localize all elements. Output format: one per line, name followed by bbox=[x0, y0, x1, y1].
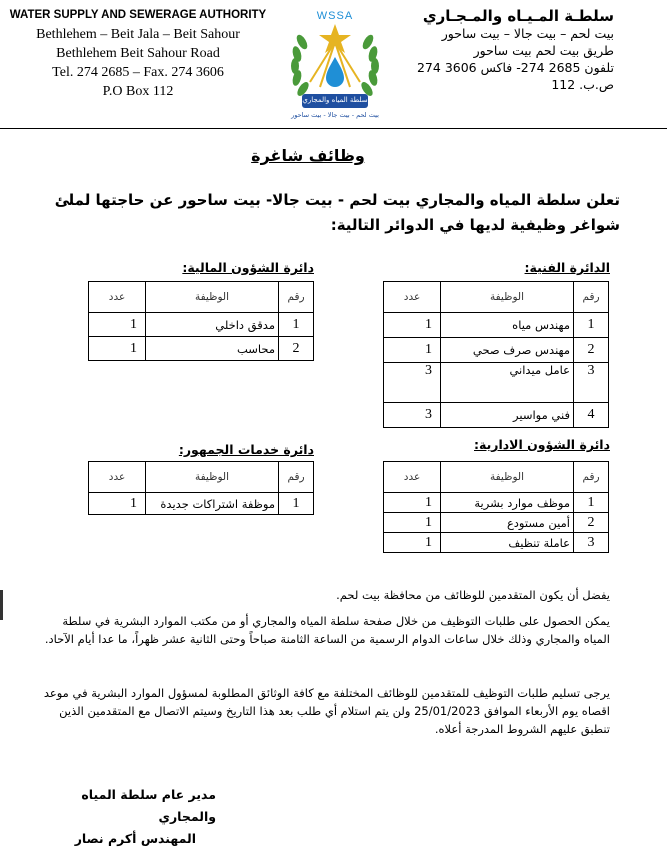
row-num: 2 bbox=[279, 337, 314, 361]
logo-ribbon-text: سلطة المياه والمجاري bbox=[302, 96, 368, 104]
paragraph-submission: يرجى تسليم طلبات التوظيف للمتقدمين للوظائف المختلفة مع كافة الوثائق المطلوبة لمسؤول الموارد البشرية في موعد اقصاه يوم الأربعاء الموافق 25/01/2023 ولن يتم استلام أي طلب بعد هذا التاريخ وسيتم الاتصال مع المتقدمين الذين تنطبق عليهم الشروط المدرجة أعلاه. bbox=[43, 686, 610, 736]
logo-acronym: WSSA bbox=[316, 10, 354, 22]
col-count: عدد bbox=[89, 462, 146, 493]
row-num: 3 bbox=[574, 363, 609, 403]
table-row bbox=[89, 337, 314, 361]
row-count: 1 bbox=[384, 338, 441, 363]
left-edge-marker bbox=[0, 590, 3, 620]
row-count: 1 bbox=[89, 313, 146, 337]
col-job: الوظيفة bbox=[441, 462, 574, 493]
section-technical-title: الدائرة الفنية: bbox=[524, 260, 610, 275]
paragraph-preference: يفضل أن يكون المتقدمين للوظائف من محافظة بيت لحم. bbox=[336, 588, 610, 602]
table-row bbox=[384, 513, 609, 533]
org-phone-en: Tel. 274 2685 – Fax. 274 3606 bbox=[52, 65, 224, 80]
table-row bbox=[384, 338, 609, 363]
row-num: 4 bbox=[574, 403, 609, 428]
row-count: 3 bbox=[384, 403, 441, 428]
table-header-row bbox=[384, 462, 609, 493]
row-num: 2 bbox=[574, 513, 609, 533]
org-pobox-ar: ص.ب. 112 bbox=[551, 77, 614, 92]
section-public-title: دائرة خدمات الجمهور: bbox=[178, 442, 314, 457]
header-english bbox=[8, 6, 268, 101]
row-num: 1 bbox=[279, 493, 314, 515]
row-job: أمين مستودع bbox=[441, 513, 574, 533]
org-cities-ar: بيت لحم – بيت جالا – بيت ساحور bbox=[441, 26, 614, 41]
row-num: 1 bbox=[279, 313, 314, 337]
col-count: عدد bbox=[384, 282, 441, 313]
row-num: 3 bbox=[574, 533, 609, 553]
admin-table bbox=[383, 461, 609, 553]
table-row bbox=[384, 403, 609, 428]
row-count: 1 bbox=[384, 513, 441, 533]
table-row bbox=[384, 533, 609, 553]
col-num: رقم bbox=[574, 282, 609, 313]
section-admin-title: دائرة الشؤون الادارية: bbox=[474, 437, 610, 452]
col-count: عدد bbox=[89, 282, 146, 313]
col-count: عدد bbox=[384, 462, 441, 493]
row-num: 1 bbox=[574, 493, 609, 513]
row-job: مدقق داخلي bbox=[146, 313, 279, 337]
row-job: محاسب bbox=[146, 337, 279, 361]
wssa-logo bbox=[280, 2, 390, 124]
row-job: فني مواسير bbox=[441, 403, 574, 428]
row-count: 1 bbox=[89, 493, 146, 515]
row-job: عامل ميداني bbox=[441, 363, 574, 403]
public-table bbox=[88, 461, 314, 515]
page-title: وظائف شاغرة bbox=[251, 146, 365, 165]
row-count: 3 bbox=[384, 363, 441, 403]
row-job: موظفة اشتراكات جديدة bbox=[146, 493, 279, 515]
col-job: الوظيفة bbox=[146, 462, 279, 493]
col-num: رقم bbox=[574, 462, 609, 493]
row-job: مهندس مياه bbox=[441, 313, 574, 338]
row-count: 1 bbox=[384, 533, 441, 553]
org-name-en: WATER SUPPLY AND SEWERAGE AUTHORITY bbox=[9, 9, 267, 21]
row-job: عاملة تنظيف bbox=[441, 533, 574, 553]
row-job: موظف موارد بشرية bbox=[441, 493, 574, 513]
technical-table bbox=[383, 281, 609, 428]
logo-subtitle: بيت لحم - بيت جالا - بيت ساحور bbox=[291, 111, 379, 119]
header-arabic bbox=[400, 8, 614, 93]
finance-table bbox=[88, 281, 314, 361]
col-job: الوظيفة bbox=[441, 282, 574, 313]
section-finance-title: دائرة الشؤون المالية: bbox=[182, 260, 314, 275]
table-header-row bbox=[89, 462, 314, 493]
signature-title: مدير عام سلطة المياه والمجاري bbox=[81, 787, 216, 824]
row-count: 1 bbox=[384, 493, 441, 513]
org-pobox-en: P.O Box 112 bbox=[102, 84, 174, 99]
signature-block bbox=[20, 784, 216, 850]
row-job: مهندس صرف صحي bbox=[441, 338, 574, 363]
table-header-row bbox=[89, 282, 314, 313]
table-row bbox=[89, 313, 314, 337]
table-row bbox=[384, 313, 609, 338]
org-cities-en: Bethlehem – Beit Jala – Beit Sahour bbox=[36, 27, 240, 42]
table-row bbox=[384, 493, 609, 513]
org-road-ar: طريق بيت لحم بيت ساحور bbox=[473, 43, 614, 58]
org-name-ar: سلطـة المـيـاه والمـجـاري bbox=[422, 7, 614, 25]
col-job: الوظيفة bbox=[146, 282, 279, 313]
header-divider bbox=[0, 128, 667, 129]
row-count: 1 bbox=[384, 313, 441, 338]
intro-text: تعلن سلطة المياه والمجاري بيت لحم - بيت جالا- بيت ساحور عن حاجتها لملئ شواغر وظيفية لديها في الدوائر التالية: bbox=[54, 191, 620, 234]
col-num: رقم bbox=[279, 282, 314, 313]
row-count: 1 bbox=[89, 337, 146, 361]
org-phone-ar: تلفون 2685 274- فاكس 3606 274 bbox=[416, 60, 614, 75]
signature-name: المهندس أكرم نصار bbox=[74, 831, 196, 846]
paragraph-application-forms: يمكن الحصول على طلبات التوظيف من خلال صفحة سلطة المياه والمجاري أو من مكتب الموارد البشرية في سلطة المياه والمجاري وذلك خلال ساعات الدوام الرسمية من الساعة الثامنة صباحاً وحتى الثانية عشر ظهراً، ما عدا أيام الآحاد. bbox=[44, 614, 610, 646]
table-row bbox=[384, 363, 609, 403]
org-road-en: Bethlehem Beit Sahour Road bbox=[56, 46, 220, 61]
table-header-row bbox=[384, 282, 609, 313]
row-num: 1 bbox=[574, 313, 609, 338]
col-num: رقم bbox=[279, 462, 314, 493]
table-row bbox=[89, 493, 314, 515]
row-num: 2 bbox=[574, 338, 609, 363]
